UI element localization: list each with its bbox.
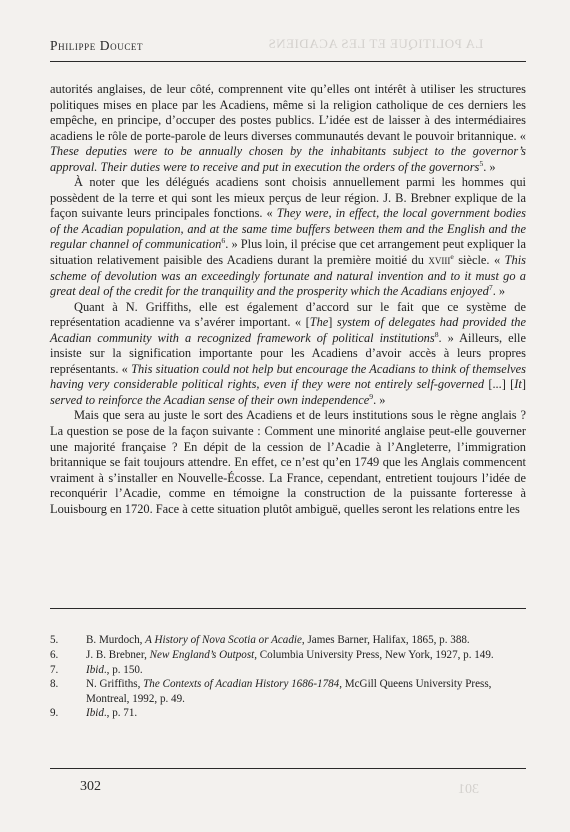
footnote-number: 5. <box>50 634 59 646</box>
header-rule <box>50 61 526 62</box>
bleed-through-folio: 301 <box>458 782 479 797</box>
footnote-text: Ibid., p. 71. <box>86 707 138 720</box>
footnote <box>50 677 526 706</box>
footnote <box>50 706 526 720</box>
body-text <box>50 82 526 517</box>
footnote <box>50 663 526 677</box>
footnote-rule <box>50 608 526 609</box>
footnote-text: Ibid., p. 150. <box>86 663 143 676</box>
bleed-through-header: LA POLITIQUE ET LES ACADIENS <box>268 36 484 51</box>
footnote-text: B. Murdoch, A History of Nova Scotia or Acadie, James Barner, Halifax, 1865, p. 388. <box>86 634 470 646</box>
footnote-text: J. B. Brebner, New England’s Outpost, Columbia University Press, New York, 1927, p. 149. <box>86 648 494 661</box>
footnote <box>50 633 526 647</box>
footnote-text: N. Griffiths, The Contexts of Acadian History 1686-1784, McGill Queens University Press, Montreal, 1992, p. 49. <box>86 678 492 705</box>
footnote <box>50 648 526 662</box>
footnote-number: 9. <box>50 707 59 720</box>
footer-rule <box>50 768 526 769</box>
paragraph: Quant à N. Griffiths, elle est également d’accord sur le fait que ce système de représentation acadienne va s’avérer important. « [The] system of delegates had provided the Acadian community with a recognized framework of political institutions$^8$. » Ailleurs, elle insiste sur la signification importante pour les Acadiens d’avoir accès à leurs propres représentants. « This situation could not help but encourage the Acadians to think of themselves having very considerable political rights, even if they were not entirely self-governed [...] [It] served to reinforce the Acadian sense of their own independence$^9$. » <box>50 299 526 407</box>
paragraph: Mais que sera au juste le sort des Acadiens et de leurs institutions sous le règne anglais ? La question se pose de la façon suivante : Comment une minorité anglaise peut-elle gouverner une majorité française ? En dépit de la cession de l’Acadie à l’Angleterre, l’immigration britannique se fait toujours attendre. En effet, ce n’est qu’en 1749 que les Anglais commencent vraiment à s’installer en Nouvelle-Écosse. La France, cependant, entretient toujours l’idée de reconquérir l’Acadie, comme en témoigne la construction de la puissante forteresse à Louisbourg en 1720. Face à cette situation plutôt ambiguë, quelles seront les relations entre les <box>50 408 526 516</box>
paragraph: autorités anglaises, de leur côté, comprennent vite qu’elles ont intérêt à utiliser les structures politiques mises en place par les Acadiens, même si la religion catholique de ces derniers les empêche, en principe, d’occuper des postes publics. L’idée est de laisser à des intermédiaires acadiens le rôle de porte-parole de leurs diverses communautés devant le pouvoir britannique. « These deputies were to be annually chosen by the inhabitants subject to the governor’s approval. Their duties were to receive and put in execution the orders of the governors$^5$. » <box>50 82 526 174</box>
footnote-number: 6. <box>50 648 59 661</box>
running-header: Philippe Doucet <box>50 38 144 53</box>
footnote-number: 7. <box>50 663 59 676</box>
page-number: 302 <box>80 779 101 794</box>
footnotes <box>50 633 526 721</box>
footnote-number: 8. <box>50 678 59 691</box>
paragraph: À noter que les délégués acadiens sont choisis annuellement parmi les hommes qui possèdent de la terre et qui sont les mieux perçus de leur région. J. B. Brebner explique de la façon suivante leurs principales fonctions. « They were, in effect, the local government bodies of the Acadian population, and at the same time buffers between them and the English and the regular channel of communication$^6$. » Plus loin, il précise que cet arrangement peut expliquer la situation relativement paisible des Acadiens durant la première moitié du xviii$^e$ siècle. « This scheme of devolution was an exceedingly fortunate and natural invention and to it must go a great deal of the credit for the tranquility and the prosperity which the Acadians enjoyed$^7$. » <box>50 175 527 299</box>
